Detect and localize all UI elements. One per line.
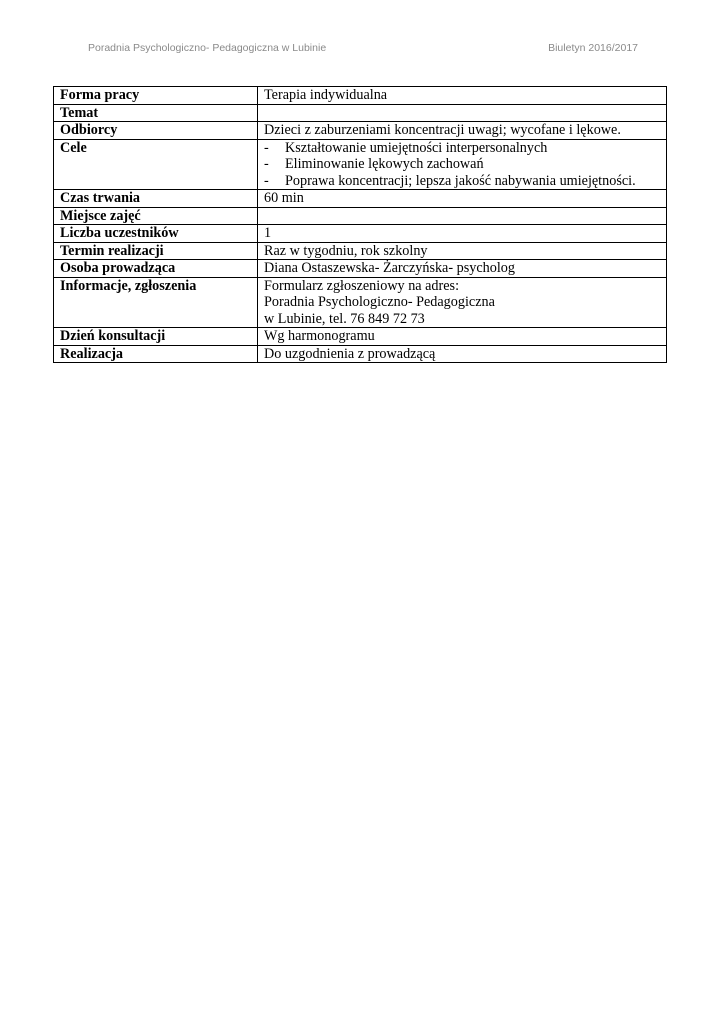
row-value: Diana Ostaszewska- Żarczyńska- psycholog <box>258 260 667 278</box>
table-row <box>54 139 667 190</box>
list-item <box>264 156 660 173</box>
table-row <box>54 242 667 260</box>
goal-text: Kształtowanie umiejętności interpersonalnych <box>285 139 548 156</box>
row-label: Osoba prowadząca <box>54 260 258 278</box>
row-label: Realizacja <box>54 345 258 363</box>
row-label: Odbiorcy <box>54 122 258 140</box>
row-value: Terapia indywidualna <box>258 87 667 105</box>
table-row <box>54 122 667 140</box>
contact-line: Formularz zgłoszeniowy na adres: <box>264 277 460 294</box>
table-row <box>54 207 667 225</box>
table-row <box>54 104 667 122</box>
row-value: 1 <box>258 225 667 243</box>
row-value: Raz w tygodniu, rok szkolny <box>258 242 667 260</box>
table-row <box>54 225 667 243</box>
row-value: Wg harmonogramu <box>258 328 667 346</box>
row-label: Forma pracy <box>54 87 258 105</box>
row-label: Miejsce zajęć <box>54 207 258 225</box>
row-label: Informacje, zgłoszenia <box>54 277 258 328</box>
table-row <box>54 328 667 346</box>
table-row <box>54 87 667 105</box>
row-label: Cele <box>54 139 258 190</box>
page-header <box>88 42 638 58</box>
program-info-table <box>53 86 667 363</box>
row-value: 60 min <box>258 190 667 208</box>
row-label: Liczba uczestników <box>54 225 258 243</box>
row-label: Dzień konsultacji <box>54 328 258 346</box>
header-bulletin: Biuletyn 2016/2017 <box>548 42 638 54</box>
row-value <box>258 207 667 225</box>
header-institution: Poradnia Psychologiczno- Pedagogiczna w Lubinie <box>88 42 327 54</box>
row-value: Do uzgodnienia z prowadzącą <box>258 345 667 363</box>
table-row <box>54 345 667 363</box>
bullet-dash: - <box>264 172 269 189</box>
row-value <box>258 104 667 122</box>
goal-text: Eliminowanie lękowych zachowań <box>285 156 484 172</box>
table-row <box>54 190 667 208</box>
contact-cell <box>258 277 667 328</box>
contact-line: Poradnia Psychologiczno- Pedagogiczna <box>264 294 495 310</box>
table-row <box>54 260 667 278</box>
bullet-dash: - <box>264 156 269 172</box>
bullet-dash: - <box>264 139 269 156</box>
row-value: Dzieci z zaburzeniami koncentracji uwagi; wycofane i lękowe. <box>258 122 667 140</box>
list-item <box>264 140 660 157</box>
goals-list <box>264 140 660 190</box>
contact-line: w Lubinie, tel. 76 849 72 73 <box>264 310 425 327</box>
row-label: Czas trwania <box>54 190 258 208</box>
row-label: Temat <box>54 104 258 122</box>
goal-text: Poprawa koncentracji; lepsza jakość nabywania umiejętności. <box>285 172 636 189</box>
table-row <box>54 277 667 328</box>
list-item <box>264 173 660 190</box>
goals-cell <box>258 139 667 190</box>
row-label: Termin realizacji <box>54 242 258 260</box>
